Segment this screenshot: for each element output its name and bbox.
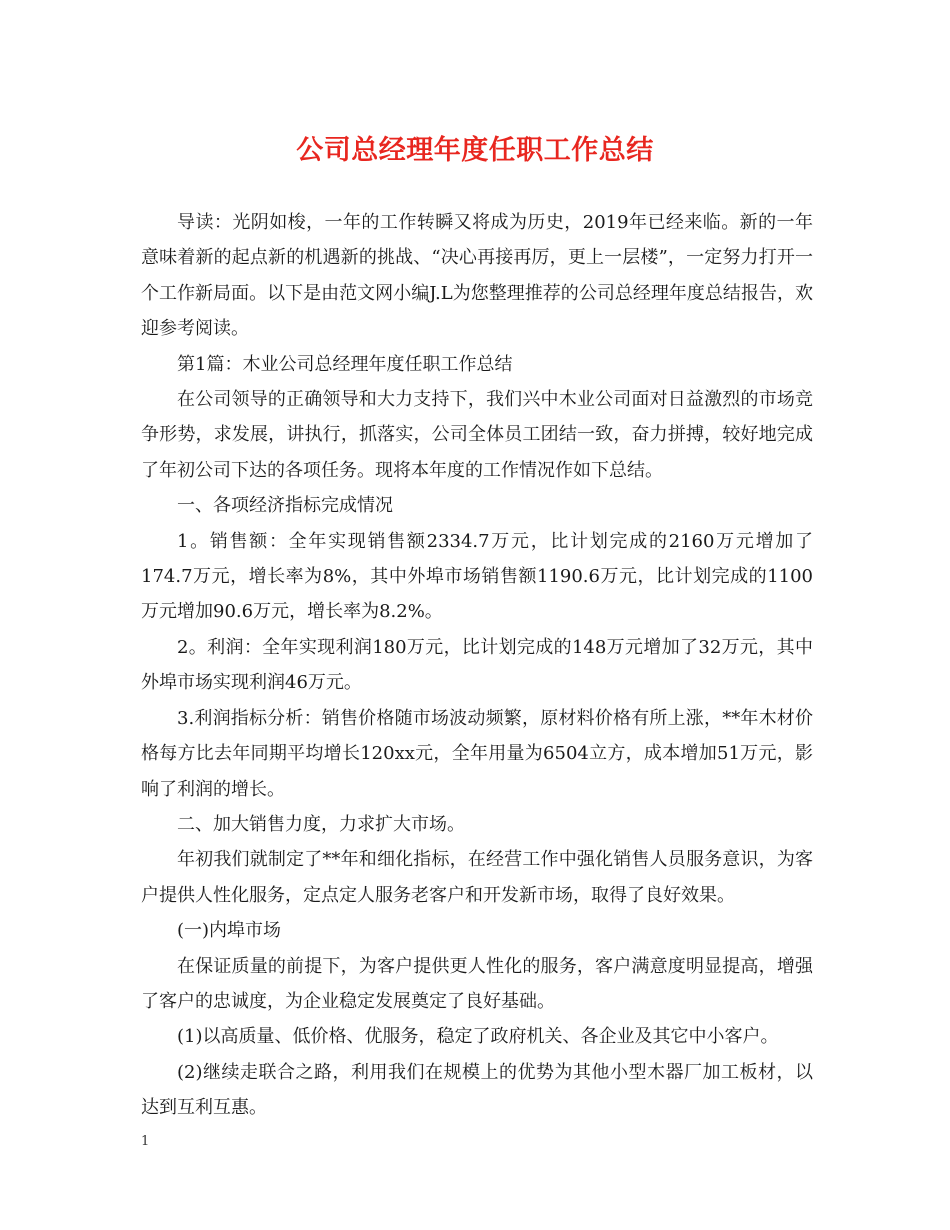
section-heading-sales-effort: 二、加大销售力度，力求扩大市场。 bbox=[177, 813, 465, 835]
section-heading-economic-indicators: 一、各项经济指标完成情况 bbox=[177, 495, 393, 517]
subheading-domestic-market: (一)内埠市场 bbox=[177, 920, 282, 942]
list-item-2: (2)继续走联合之路，利用我们在规模上的优势为其他小型木器厂加工板材，以达到互利互惠。 bbox=[141, 1061, 813, 1119]
paragraph-overview: 在公司领导的正确领导和大力支持下，我们兴中木业公司面对日益激烈的市场竞争形势，求发展，讲执行，抓落实，公司全体员工团结一致，奋力拼搏，较好地完成了年初公司下达的各项任务。现将本年度的工作情况作如下总结。 bbox=[141, 389, 813, 481]
section-heading-part-1: 第1篇：木业公司总经理年度任职工作总结 bbox=[177, 353, 513, 375]
paragraph-profit: 2。利润：全年实现利润180万元，比计划完成的148万元增加了32万元，其中外埠市场实现利润46万元。 bbox=[141, 636, 813, 694]
document-body bbox=[141, 205, 813, 1126]
document-title: 公司总经理年度任职工作总结 bbox=[296, 135, 654, 166]
paragraph-domestic-market: 在保证质量的前提下，为客户提供更人性化的服务，客户满意度明显提高，增强了客户的忠诚度，为企业稳定发展奠定了良好基础。 bbox=[141, 955, 813, 1012]
paragraph-profit-analysis: 3.利润指标分析：销售价格随市场波动频繁，原材料价格有所上涨，**年木材价格每方比去年同期平均增长120xx元，全年用量为6504立方，成本增加51万元，影响了利润的增长。 bbox=[141, 707, 813, 800]
paragraph-intro: 导读：光阴如梭，一年的工作转瞬又将成为历史，2019年已经来临。新的一年意味着新的起点新的机遇新的挑战、“决心再接再厉，更上一层楼”，一定努力打开一个工作新局面。以下是由范文网小编J.L为您整理推荐的公司总经理年度总结报告，欢迎参考阅读。 bbox=[141, 212, 813, 340]
page-number: 1 bbox=[141, 1134, 150, 1149]
paragraph-sales: 1。销售额：全年实现销售额2334.7万元，比计划完成的2160万元增加了174.7万元，增长率为8%，其中外埠市场销售额1190.6万元，比计划完成的1100万元增加90.6万元，增长率为8.2%。 bbox=[141, 530, 813, 623]
paragraph-sales-strategy: 年初我们就制定了**年和细化指标，在经营工作中强化销售人员服务意识，为客户提供人性化服务，定点定人服务老客户和开发新市场，取得了良好效果。 bbox=[141, 849, 813, 906]
list-item-1: (1)以高质量、低价格、优服务，稳定了政府机关、各企业及其它中小客户。 bbox=[177, 1026, 779, 1048]
